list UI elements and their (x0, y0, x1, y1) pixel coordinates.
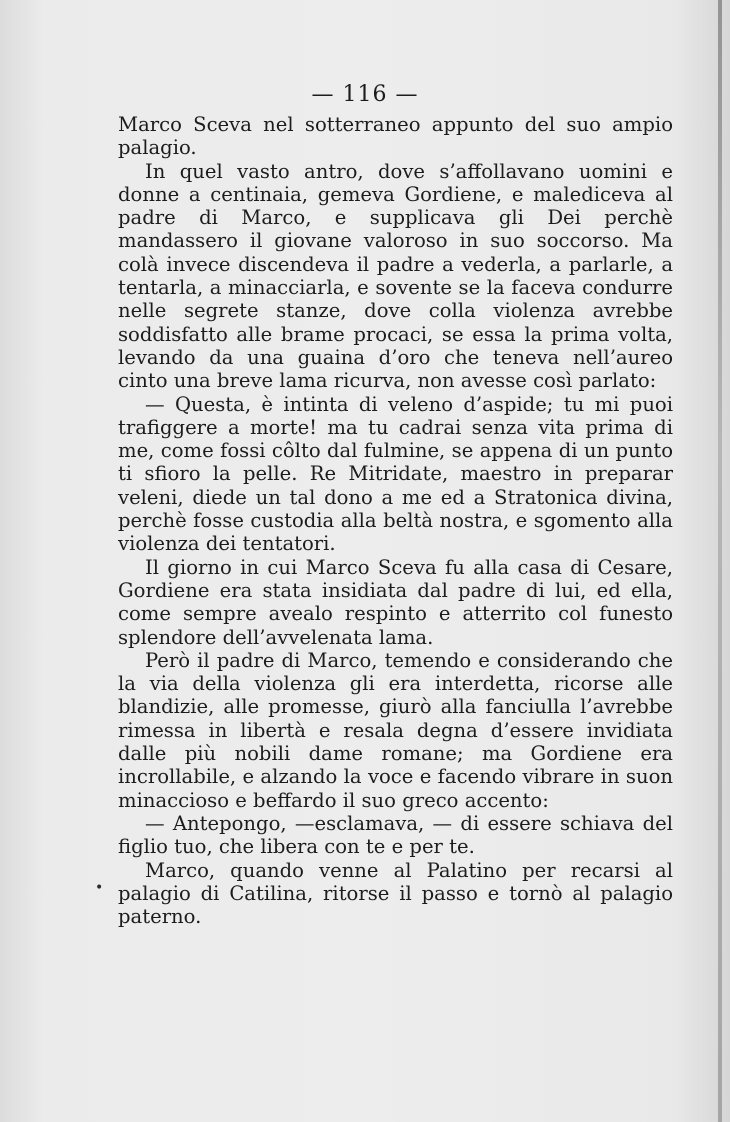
stray-ink-mark: • (95, 880, 104, 896)
paragraph-3: — Questa, è intinta di veleno d’aspide; tu mi puoi trafiggere a morte! ma tu cadrai senza vita prima di me, come fossi côlto dal fulmine, se appena di un punto ti sfioro la pelle. Re Mitridate, maestro in preparar veleni, diede un tal dono a me ed a Stratonica divina, perchè fosse custodia alla beltà nostra, e sgomento alla violenza dei tentatori. (118, 392, 673, 556)
paragraph-6: — Antepongo, —esclamava, — di essere schiava del figlio tuo, che libera con te e per te. (118, 811, 673, 859)
paragraph-1: Marco Sceva nel sotterraneo appunto del suo ampio palagio. (118, 113, 673, 160)
page-number: — 116 — (311, 82, 419, 107)
paragraph-7: Marco, quando venne al Palatino per recarsi al palagio di Catilina, ritorse il passo e tornò al palagio paterno. (118, 858, 673, 929)
body-text (118, 113, 673, 928)
page-edge-shadow (718, 0, 722, 1122)
paragraph-4: Il giorno in cui Marco Sceva fu alla casa di Cesare, Gordiene era stata insidiata dal padre di lui, ed ella, come sempre avealo respinto e atterrito col funesto splendore dell’avvelenata lama. (118, 555, 673, 649)
paragraph-5: Però il padre di Marco, temendo e considerando che la via della violenza gli era interdetta, ricorse alle blandizie, alle promesse, giurò alla fanciulla l’avrebbe rimessa in libertà e resala degna d’essere invidiata dalle più nobili dame romane; ma Gordiene era incrollabile, e alzando la voce e facendo vibrare in suon minaccioso e beffardo il suo greco accento: (118, 648, 673, 812)
paragraph-2: In quel vasto antro, dove s’affollavano uomini e donne a centinaia, gemeva Gordiene, e malediceva al padre di Marco, e supplicava gli Dei perchè mandassero il giovane valoroso in suo soccorso. Ma colà invece discendeva il padre a vederla, a parlarle, a tentarla, a minacciarla, e sovente se la faceva condurre nelle segrete stanze, dove colla violenza avrebbe soddisfatto alle brame procaci, se essa la prima volta, levando da una guaina d’oro che teneva nell’aureo cinto una breve lama ricurva, non avesse così parlato: (118, 159, 673, 393)
